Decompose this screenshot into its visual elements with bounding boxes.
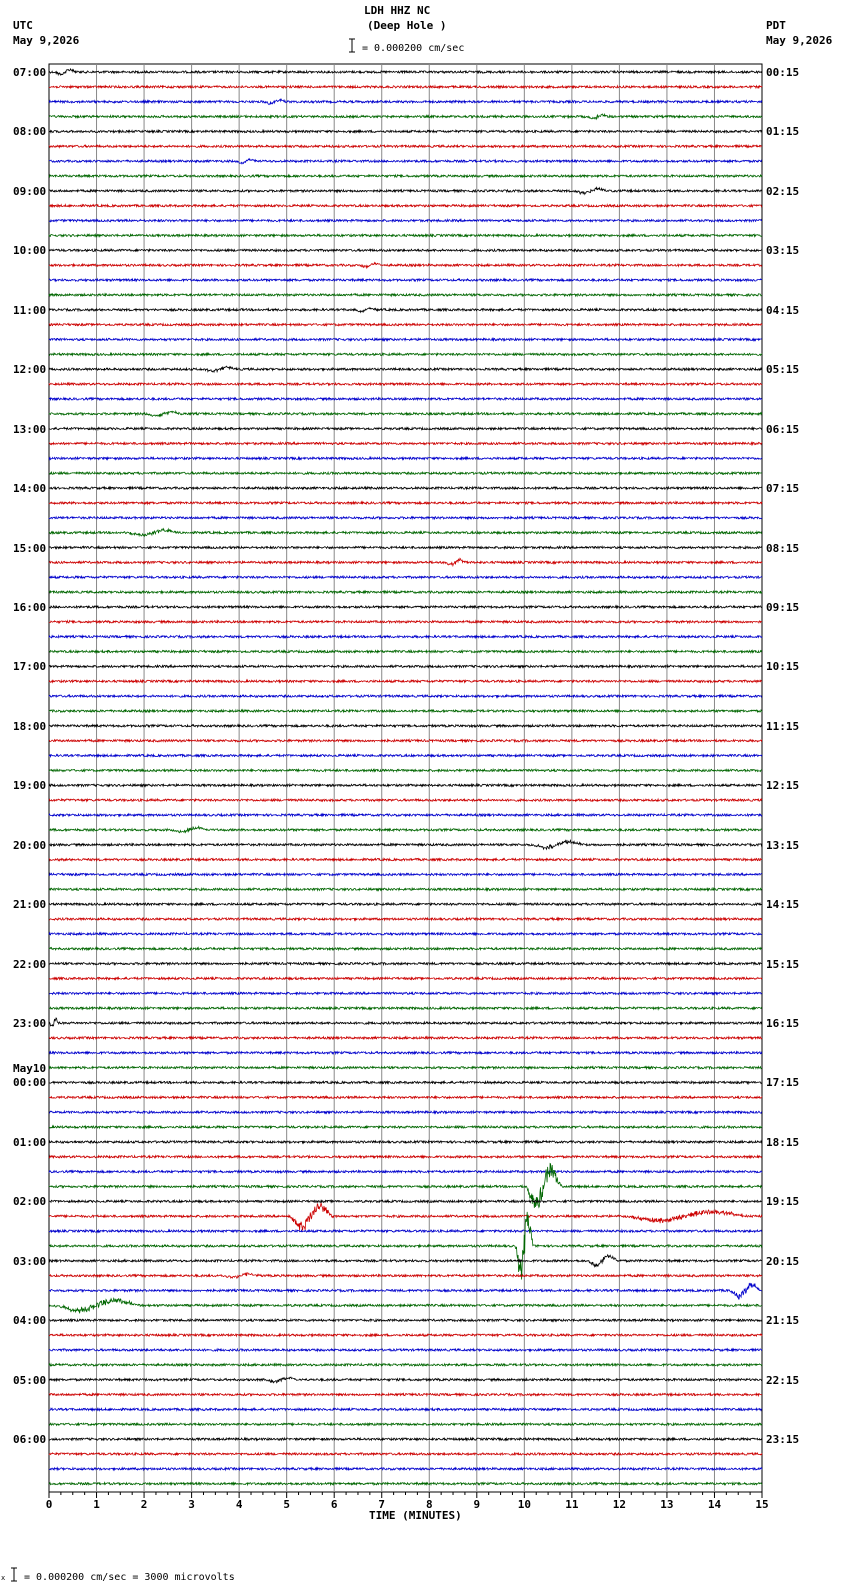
pdt-hour-label: 21:15	[766, 1314, 800, 1328]
utc-hour-label: 21:00	[13, 898, 47, 912]
x-tick-label: 1	[93, 1498, 100, 1511]
x-tick-label: 2	[140, 1498, 148, 1511]
trace-line	[49, 1037, 762, 1039]
pdt-hour-label: 23:15	[766, 1433, 800, 1447]
trace-line	[49, 324, 762, 326]
x-tick-label: 7	[378, 1498, 386, 1511]
utc-hour-label: 01:00	[13, 1135, 47, 1149]
utc-hour-label: 03:00	[13, 1254, 47, 1268]
trace-line	[49, 1319, 762, 1321]
trace-line	[49, 411, 762, 416]
x-axis-label: TIME (MINUTES)	[369, 1509, 462, 1522]
utc-hour-label: 04:00	[13, 1314, 47, 1328]
trace-line	[49, 1052, 762, 1054]
trace-line	[49, 888, 762, 890]
trace-line	[49, 948, 762, 950]
trace-line	[49, 366, 762, 372]
trace-line	[49, 398, 762, 400]
trace-line	[49, 903, 762, 905]
utc-hour-label: 23:00	[13, 1017, 47, 1031]
x-tick-label: 3	[188, 1498, 195, 1511]
pdt-hour-label: 03:15	[766, 244, 800, 258]
trace-line	[49, 606, 762, 608]
trace-line	[49, 1349, 762, 1351]
pdt-hour-label: 05:15	[766, 363, 800, 377]
trace-line	[49, 621, 762, 623]
trace-line	[49, 1453, 762, 1455]
trace-line	[49, 769, 762, 771]
trace-line	[49, 1298, 762, 1313]
pdt-hour-label: 18:15	[766, 1135, 800, 1149]
x-tick-label: 4	[235, 1498, 243, 1511]
pdt-hour-label: 07:15	[766, 482, 800, 496]
utc-hour-label: 16:00	[13, 600, 47, 614]
trace-line	[49, 1283, 762, 1299]
scale-label: = 0.000200 cm/sec	[362, 43, 465, 54]
trace-line	[49, 784, 762, 786]
trace-line	[49, 279, 762, 281]
utc-hour-label: 10:00	[13, 244, 47, 258]
x-tick-label: 12	[612, 1498, 627, 1511]
utc-hour-label: 19:00	[13, 779, 47, 793]
trace-line	[49, 695, 762, 697]
svg-text:x: x	[1, 1574, 6, 1582]
trace-line	[49, 1393, 762, 1395]
trace-line	[49, 1483, 762, 1485]
trace-line	[49, 1126, 762, 1128]
trace-line	[49, 159, 762, 164]
trace-line	[49, 636, 762, 638]
trace-line	[49, 145, 762, 147]
trace-line	[49, 576, 762, 578]
trace-line	[49, 1273, 762, 1278]
trace-line	[49, 1096, 762, 1098]
trace-line	[49, 502, 762, 504]
x-tick-label: 11	[565, 1498, 579, 1511]
pdt-hour-label: 13:15	[766, 838, 800, 852]
utc-hour-label: 22:00	[13, 957, 47, 971]
trace-line	[49, 338, 762, 340]
trace-line	[49, 234, 762, 236]
pdt-hour-label: 20:15	[766, 1254, 800, 1268]
trace-line	[49, 308, 762, 313]
utc-hour-label: 00:00	[13, 1076, 47, 1090]
utc-hour-label: 18:00	[13, 719, 47, 733]
utc-hour-label: 12:00	[13, 363, 47, 377]
utc-hour-label: 08:00	[13, 125, 47, 139]
pdt-hour-label: 04:15	[766, 303, 800, 317]
trace-line	[49, 1423, 762, 1425]
trace-line	[49, 353, 762, 355]
utc-hour-label: 17:00	[13, 660, 47, 674]
trace-line	[49, 665, 762, 667]
pdt-hour-label: 00:15	[766, 66, 800, 79]
pdt-hour-label: 15:15	[766, 957, 800, 971]
trace-line	[49, 249, 762, 251]
trace-line	[49, 546, 762, 548]
utc-hour-label: 13:00	[13, 422, 47, 436]
trace-line	[49, 1438, 762, 1440]
trace-line	[49, 114, 762, 119]
trace-line	[49, 1007, 762, 1009]
x-tick-label: 8	[425, 1498, 433, 1511]
trace-line	[49, 1230, 762, 1232]
utc-hour-label: 07:00	[13, 66, 47, 79]
x-tick-label: 6	[330, 1498, 338, 1511]
utc-hour-label: 05:00	[13, 1373, 47, 1387]
trace-line	[49, 1156, 762, 1158]
trace-line	[49, 725, 762, 727]
right-timezone: PDT	[766, 19, 786, 32]
trace-line	[49, 977, 762, 979]
utc-hour-label: 09:00	[13, 184, 47, 198]
x-tick-label: 14	[707, 1498, 722, 1511]
trace-line	[49, 472, 762, 474]
trace-line	[49, 1111, 762, 1113]
trace-line	[49, 69, 762, 75]
trace-line	[49, 992, 762, 994]
trace-line	[49, 1171, 762, 1173]
trace-line	[49, 487, 762, 489]
footer-scale-bar-icon	[0, 1567, 20, 1583]
x-tick-label: 10	[517, 1498, 531, 1511]
utc-hour-label: 06:00	[13, 1433, 47, 1447]
trace-line	[49, 529, 762, 536]
trace-line	[49, 1364, 762, 1366]
trace-line	[49, 517, 762, 519]
trace-line	[49, 205, 762, 207]
trace-line	[49, 428, 762, 430]
date-change-label: May10	[13, 1062, 47, 1076]
trace-line	[49, 558, 762, 565]
trace-line	[49, 680, 762, 682]
trace-line	[49, 826, 762, 832]
trace-line	[49, 873, 762, 875]
right-date: May 9,2026	[766, 34, 833, 47]
pdt-hour-label: 22:15	[766, 1373, 800, 1387]
trace-line	[49, 1212, 762, 1280]
utc-hour-label: 11:00	[13, 303, 47, 317]
trace-line	[49, 1255, 762, 1267]
trace-line	[49, 457, 762, 459]
x-tick-label: 15	[755, 1498, 769, 1511]
trace-line	[49, 188, 762, 195]
trace-line	[49, 740, 762, 742]
trace-line	[49, 591, 762, 593]
pdt-hour-label: 12:15	[766, 779, 800, 793]
trace-line	[49, 1200, 762, 1202]
trace-line	[49, 840, 762, 849]
plot-grid	[49, 64, 762, 1492]
pdt-hour-label: 16:15	[766, 1017, 800, 1031]
scale-bar-icon	[348, 38, 356, 54]
pdt-hour-label: 09:15	[766, 600, 800, 614]
trace-line	[49, 1141, 762, 1143]
pdt-hour-label: 02:15	[766, 184, 800, 198]
left-date: May 9,2026	[13, 34, 80, 47]
utc-hour-label: 20:00	[13, 838, 47, 852]
x-tick-label: 0	[45, 1498, 53, 1511]
trace-line	[49, 799, 762, 801]
trace-line	[49, 1067, 762, 1069]
trace-line	[49, 220, 762, 222]
utc-hour-label: 14:00	[13, 482, 47, 496]
plot-border	[49, 64, 762, 1492]
x-tick-label: 13	[660, 1498, 674, 1511]
trace-line	[49, 1203, 762, 1231]
pdt-hour-label: 11:15	[766, 719, 800, 733]
trace-line	[49, 933, 762, 935]
trace-line	[49, 1081, 762, 1083]
trace-line	[49, 710, 762, 712]
x-tick-label: 5	[283, 1498, 290, 1511]
pdt-hour-label: 10:15	[766, 660, 800, 674]
pdt-hour-label: 19:15	[766, 1195, 800, 1209]
x-tick-label: 9	[473, 1498, 481, 1511]
station-title: LDH HHZ NC	[364, 4, 431, 17]
trace-line	[49, 1468, 762, 1470]
pdt-hour-label: 14:15	[766, 898, 800, 912]
left-timezone: UTC	[13, 19, 33, 32]
footer-scale-label: = 0.000200 cm/sec = 3000 microvolts	[24, 1572, 235, 1583]
trace-line	[49, 86, 762, 88]
trace-line	[49, 383, 762, 385]
trace-line	[49, 1018, 762, 1026]
trace-line	[49, 130, 762, 132]
trace-line	[49, 755, 762, 757]
pdt-hour-label: 08:15	[766, 541, 800, 555]
trace-line	[49, 263, 762, 268]
trace-line	[49, 442, 762, 444]
trace-line	[49, 918, 762, 920]
trace-line	[49, 1334, 762, 1336]
location-title: (Deep Hole )	[367, 19, 447, 32]
trace-line	[49, 99, 762, 105]
pdt-hour-label: 01:15	[766, 125, 800, 139]
trace-line	[49, 859, 762, 861]
trace-line	[49, 294, 762, 296]
pdt-hour-label: 17:15	[766, 1076, 800, 1090]
trace-group	[49, 69, 762, 1485]
utc-hour-label: 15:00	[13, 541, 47, 555]
trace-line	[49, 963, 762, 965]
trace-line	[49, 175, 762, 177]
utc-hour-label: 02:00	[13, 1195, 47, 1209]
trace-line	[49, 1408, 762, 1410]
trace-line	[49, 650, 762, 652]
trace-line	[49, 1377, 762, 1383]
pdt-hour-label: 06:15	[766, 422, 800, 436]
trace-line	[49, 814, 762, 816]
